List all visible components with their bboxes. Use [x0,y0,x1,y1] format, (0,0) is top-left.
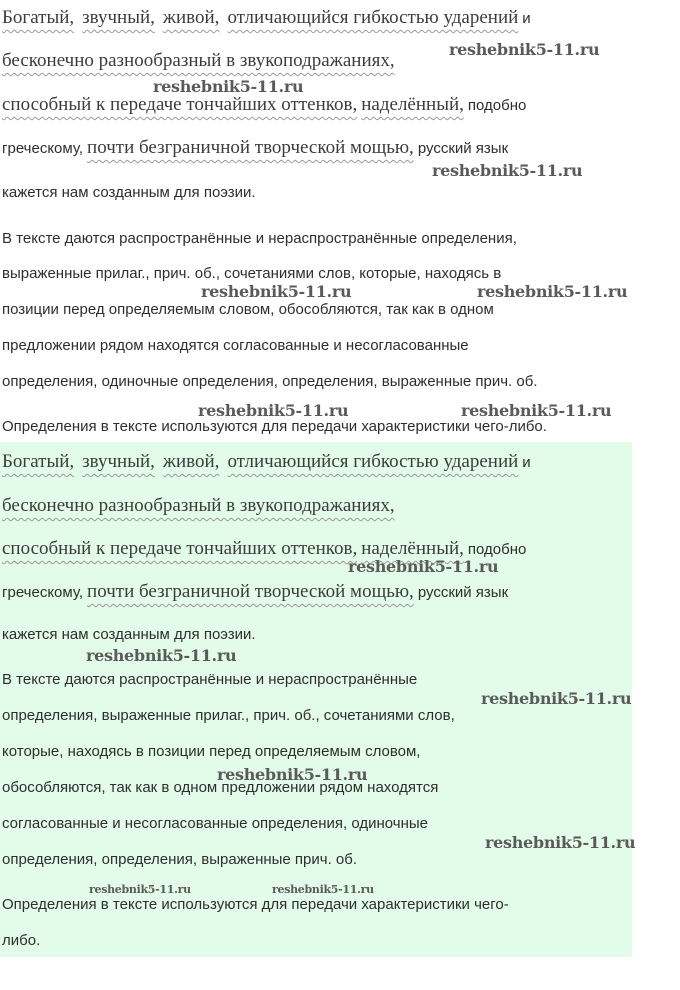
verse-line-2 [2,50,395,72]
definition-phrase: бесконечно разнообразный в звукоподражаниях, [2,495,395,516]
explanation-line: В тексте даются распространённые и нераспространённые определения, [2,230,517,247]
definition-phrase: почти безграничной творческой мощью, [87,581,414,602]
verse-line-3 [2,94,526,116]
plain-word: подобно [467,97,527,114]
explanation-line: определения, определения, выраженные прич. об. [2,851,358,868]
explanation-line: позиции перед определяемым словом, обособляются, так как в одном [2,301,494,318]
plain-word: русский язык [417,584,509,601]
verse-line-1 [2,7,531,29]
verse-line-5: кажется нам созданным для поэзии. [2,184,256,201]
watermark: reshebnik5-11.ru [217,765,368,784]
explanation-line: Определения в тексте используются для передачи характеристики чего- [2,896,509,913]
definition-phrase: способный к передаче тончайших оттенков, [2,94,358,115]
plain-word: и [522,10,531,27]
definition-word: наделённый, [361,538,464,559]
plain-word: греческому, [2,140,84,157]
plain-word: подобно [467,541,527,558]
watermark: reshebnik5-11.ru [86,646,237,665]
watermark: reshebnik5-11.ru [481,689,632,708]
definition-word: звучный, [82,451,155,472]
plain-word: русский язык [417,140,509,157]
definition-phrase: способный к передаче тончайших оттенков, [2,538,358,559]
explanation-line: либо. [2,932,41,949]
definition-phrase: отличающийся гибкостью ударений [227,7,519,28]
explanation-line: обособляются, так как в одном предложении рядом находятся [2,779,439,796]
explanation-line: определения, выраженные прилаг., прич. об., сочетаниями слов, [2,707,455,724]
explanation-line: выраженные прилаг., прич. об., сочетаниями слов, которые, находясь в [2,265,502,282]
definition-word: Богатый, [2,451,75,472]
explanation-line: В тексте даются распространённые и нераспространённые [2,671,418,688]
watermark: reshebnik5-11.ru [153,77,304,96]
verse-line-1 [2,451,531,473]
watermark: reshebnik5-11.ru [272,883,374,896]
watermark: reshebnik5-11.ru [461,401,612,420]
explanation-line: согласованные и несогласованные определения, одиночные [2,815,428,832]
definition-word: Богатый, [2,7,75,28]
verse-line-5: кажется нам созданным для поэзии. [2,626,256,643]
watermark: reshebnik5-11.ru [449,40,600,59]
explanation-line: которые, находясь в позиции перед определяемым словом, [2,743,421,760]
explanation-line: предложении рядом находятся согласованные и несогласованные [2,337,469,354]
definition-word: наделённый, [361,94,464,115]
verse-line-4 [2,137,508,159]
explanation-line: определения, одиночные определения, определения, выраженные прич. об. [2,373,538,390]
definition-phrase: почти безграничной творческой мощью, [87,137,414,158]
explanation-line: Определения в тексте используются для передачи характеристики чего-либо. [2,418,547,435]
watermark: reshebnik5-11.ru [348,557,499,576]
definition-word: звучный, [82,7,155,28]
watermark: reshebnik5-11.ru [485,833,636,852]
watermark: reshebnik5-11.ru [201,282,352,301]
definition-phrase: бесконечно разнообразный в звукоподражаниях, [2,50,395,71]
definition-word: живой, [162,7,220,28]
watermark: reshebnik5-11.ru [198,401,349,420]
definition-phrase: отличающийся гибкостью ударений [227,451,519,472]
verse-line-4 [2,581,508,603]
definition-word: живой, [162,451,220,472]
plain-word: и [522,454,531,471]
plain-word: греческому, [2,584,84,601]
verse-line-2 [2,495,395,517]
watermark: reshebnik5-11.ru [89,883,191,896]
watermark: reshebnik5-11.ru [432,161,583,180]
watermark: reshebnik5-11.ru [477,282,628,301]
